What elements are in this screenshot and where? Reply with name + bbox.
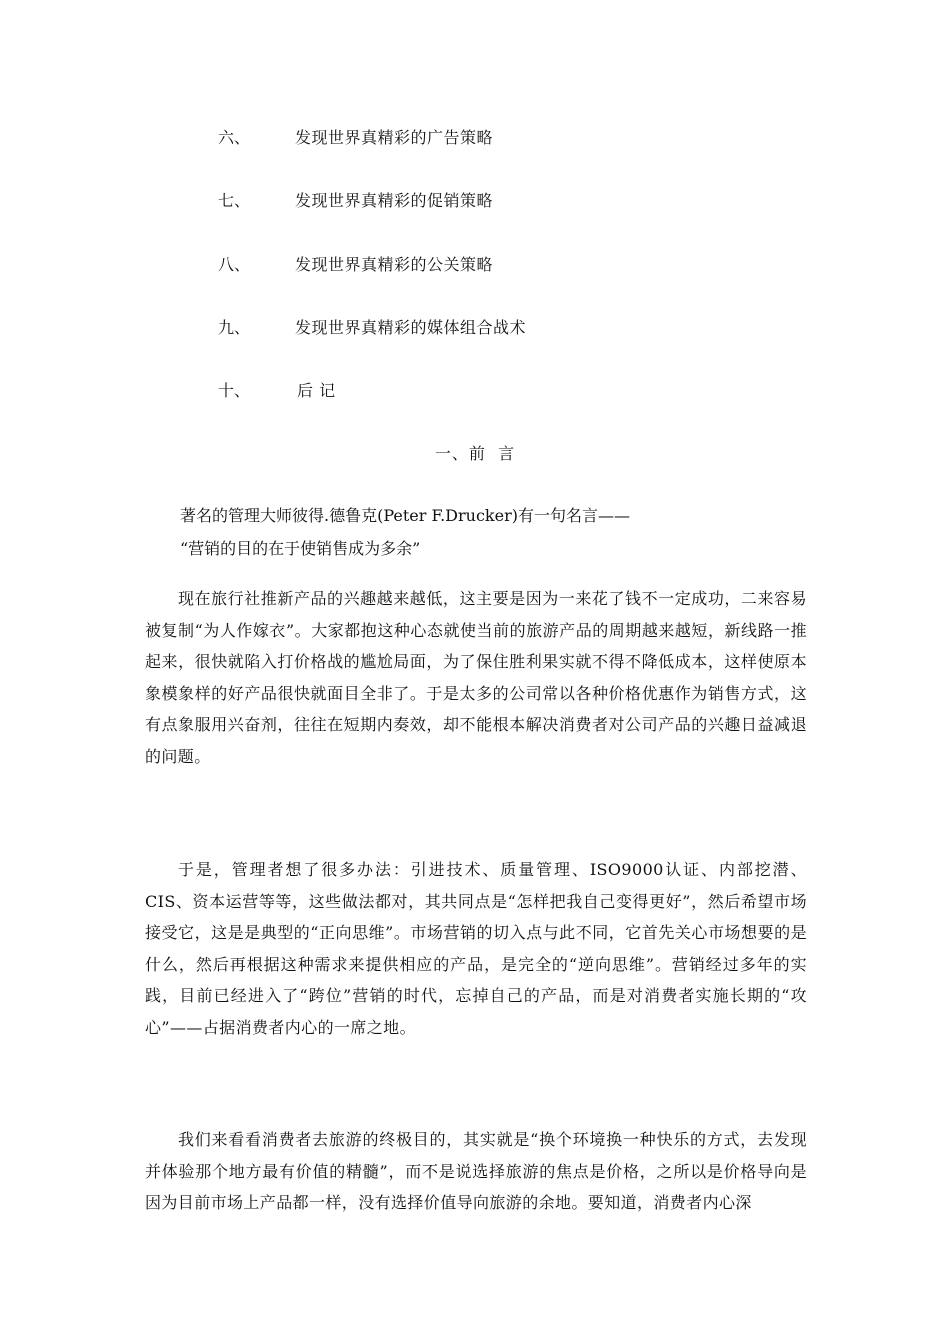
section-title: 一、前 言	[434, 444, 516, 463]
toc-item-number: 十、	[218, 381, 251, 400]
toc-item-number: 八、	[218, 255, 251, 274]
body-paragraph: 我们来看看消费者去旅游的终极目的，其实就是“换个环境换一种快乐的方式，去发现并体验那个地方最有价值的精髓”，而不是说选择旅游的焦点是价格，之所以是价格导向是因为目前市场上产品都一样，没有选择价值导向旅游的余地。要知道，消费者内心深	[145, 1130, 807, 1213]
toc-item	[218, 187, 493, 215]
toc-item-text: 发现世界真精彩的促销策略	[295, 191, 494, 210]
toc-item	[218, 124, 493, 152]
intro-quote-line: “营销的目的在于使销售成为多余”	[180, 539, 421, 558]
toc-item	[218, 377, 336, 405]
toc-item	[218, 314, 526, 342]
intro-quote-line: 著名的管理大师彼得.德鲁克(Peter F.Drucker)有一句名言——	[180, 506, 630, 525]
body-paragraph: 现在旅行社推新产品的兴趣越来越低，这主要是因为一来花了钱不一定成功，二来容易被复制“为人作嫁衣”。大家都抱这种心态就使当前的旅游产品的周期越来越短，新线路一推起来，很快就陷入打价格战的尴尬局面，为了保住胜利果实就不得不降低成本，这样使原本象模象样的好产品很快就面目全非了。于是太多的公司常以各种价格优惠作为销售方式，这有点象服用兴奋剂，往往在短期内奏效，却不能根本解决消费者对公司产品的兴趣日益减退的问题。	[145, 589, 807, 766]
toc-item-text: 发现世界真精彩的媒体组合战术	[295, 318, 527, 337]
toc-item-number: 六、	[218, 128, 251, 147]
toc-item-text: 发现世界真精彩的公关策略	[295, 255, 494, 274]
toc-item	[218, 251, 493, 279]
toc-item-text: 发现世界真精彩的广告策略	[295, 128, 494, 147]
toc-item-number: 七、	[218, 191, 251, 210]
body-paragraph: 于是，管理者想了很多办法：引进技术、质量管理、ISO9000认证、内部挖潜、CIS、资本运营等等，这些做法都对，其共同点是“怎样把我自己变得更好”，然后希望市场接受它，这是是典型的“正向思维”。市场营销的切入点与此不同，它首先关心市场想要的是什么，然后再根据这种需求来提供相应的产品，是完全的“逆向思维”。营销经过多年的实践，目前已经进入了“跨位”营销的时代，忘掉自己的产品，而是对消费者实施长期的“攻心”——占据消费者内心的一席之地。	[145, 860, 807, 1037]
toc-item-text: 后 记	[297, 381, 336, 400]
toc-item-number: 九、	[218, 318, 251, 337]
